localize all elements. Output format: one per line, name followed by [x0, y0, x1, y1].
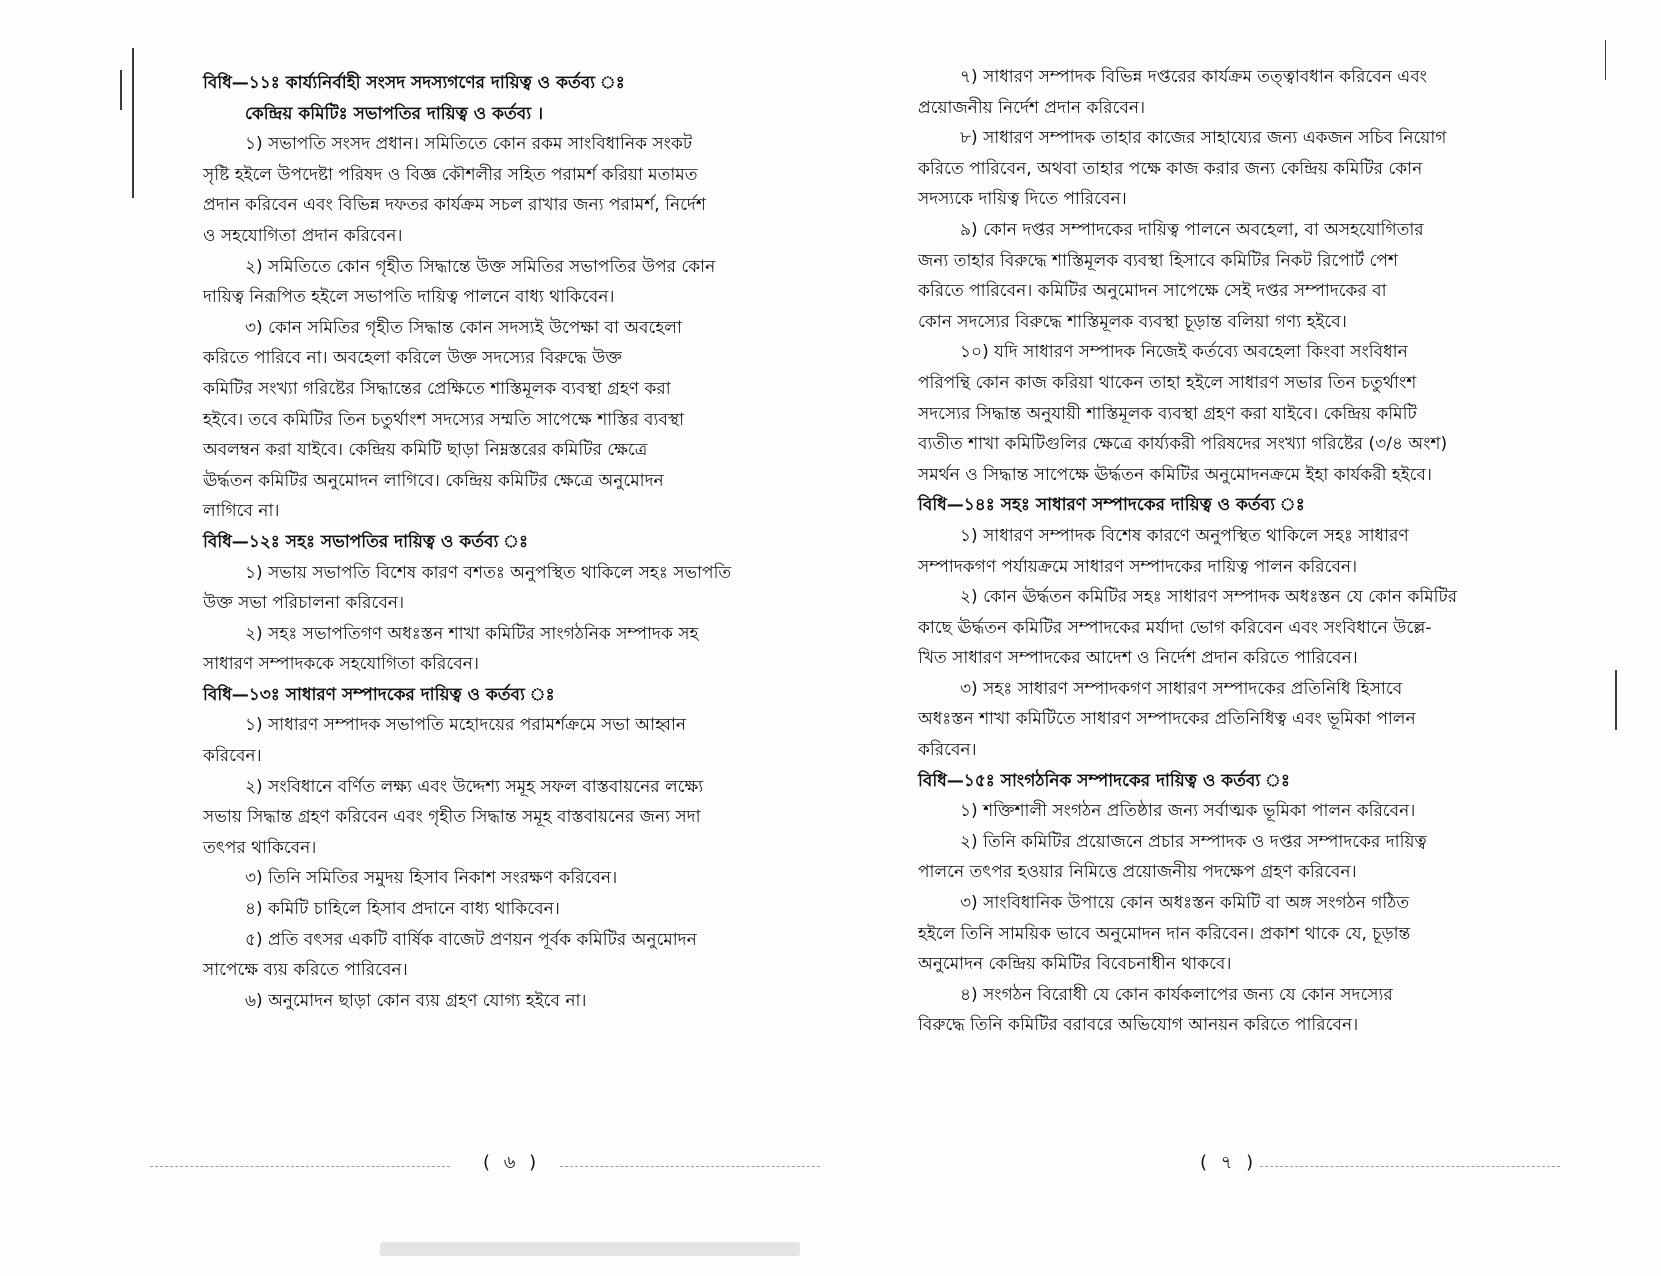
central-committee-subheading: কেন্দ্রিয় কমিটিঃ সভাপতির দায়িত্ব ও কর্তব্য ।: [245, 103, 544, 124]
paragraph: ৩) সাংবিধানিক উপায়ে কোন অধঃস্তন কমিটি বা অঙ্গ সংগঠন গঠিত হইলে তিনি সাময়িক ভাবে অনুমোদন দান করিবেন। প্রকাশ থাকে যে, চূড়ান্ত অনুমোদন কেন্দ্রিয় কমিটির বিবেচনাধীন থাকবে।: [918, 893, 1411, 975]
footer-rule: [560, 1166, 820, 1167]
paragraph: ২) সহঃ সভাপতিগণ অধঃস্তন শাখা কমিটির সাংগঠনিক সম্পাদক সহ সাধারণ সম্পাদককে সহযোগিতা করিবেন।: [203, 623, 699, 675]
paragraph: ৭) সাধারণ সম্পাদক বিভিন্ন দপ্তরের কার্যক্রম তত্ত্বাবধান করিবেন এবং প্রয়োজনীয় নির্দেশ প্রদান করিবেন।: [918, 67, 1427, 118]
paragraph: ২) কোন ঊর্দ্ধতন কমিটির সহঃ সাধারণ সম্পাদক অধঃস্তন যে কোন কমিটির কাছে ঊর্দ্ধতন কমিটির সম্পাদকের মর্যাদা ভোগ করিবেন এবং সংবিধানে উল্লে- খিত সাধারণ সম্পাদকের আদেশ ও নির্দেশ প্রদান করিতে পারিবেন।: [918, 587, 1458, 669]
paragraph: ৮) সাধারণ সম্পাদক তাহার কাজের সাহায্যের জন্য একজন সচিব নিয়োগ করিতে পারিবেন, অথবা তাহার পক্ষে কাজ করার জন্য কেন্দ্রিয় কমিটির কোন সদস্যকে দায়িত্ব দিতে পারিবেন।: [918, 128, 1447, 210]
paragraph: ২) তিনি কমিটির প্রয়োজনে প্রচার সম্পাদক ও দপ্তর সম্পাদকের দায়িত্ব পালনে তৎপর হওয়ার নিমিত্তে প্রয়োজনীয় পদক্ষেপ গ্রহণ করিবেন।: [918, 831, 1427, 883]
paragraph: ১) সভায় সভাপতি বিশেষ কারণ বশতঃ অনুপস্থিত থাকিলে সহঃ সভাপতি উক্ত সভা পরিচালনা করিবেন।: [203, 562, 732, 614]
page-number: ( ৭ ): [1200, 1152, 1258, 1173]
paragraph: ২) সমিতিতে কোন গৃহীত সিদ্ধান্তে উক্ত সমিতির সভাপতির উপর কোন দায়িত্ব নিরূপিত হইলে সভাপতি দায়িত্ব পালনে বাধ্য থাকিবেন।: [203, 256, 716, 308]
paragraph: ৩) সহঃ সাধারণ সম্পাদকগণ সাধারণ সম্পাদকের প্রতিনিধি হিসাবে অধঃস্তন শাখা কমিটিতে সাধারণ সম্পাদকের প্রতিনিধিত্ব এবং ভূমিকা পালন করিবেন।: [918, 678, 1416, 761]
right-page: [830, 0, 1661, 1276]
paragraph: ৩) তিনি সমিতির সমুদয় হিসাব নিকাশ সংরক্ষণ করিবেন।: [245, 868, 618, 889]
paragraph: ২) সংবিধানে বর্ণিত লক্ষ্য এবং উদ্দেশ্য সমূহ সফল বাস্তবায়নের লক্ষ্যে সভায় সিদ্ধান্ত গ্রহণ করিবেন এবং গৃহীত সিদ্ধান্ত সমূহ বাস্তবায়নের জন্য সদা তৎপর থাকিবেন।: [203, 776, 704, 858]
paragraph: ৪) সংগঠন বিরোধী যে কোন কার্যকলাপের জন্য যে কোন সদস্যের বিরুদ্ধে তিনি কমিটির বরাবরে অভিযোগ আনয়ন করিতে পারিবেন।: [918, 984, 1393, 1036]
paragraph: ১) সভাপতি সংসদ প্রধান। সমিতিতে কোন রকম সাংবিধানিক সংকট সৃষ্টি হইলে উপদেষ্টা পরিষদ ও বিজ্ঞ কৌশলীর সহিত পরামর্শ করিয়া মতামত প্রদান করিবেন এবং বিভিন্ন দফতর কার্যক্রম সচল রাখার জন্য পরামর্শ, নির্দেশ ও সহযোগিতা প্রদান করিবেন।: [203, 134, 706, 246]
paragraph: ৩) কোন সমিতির গৃহীত সিদ্ধান্ত কোন সদস্যই উপেক্ষা বা অবহেলা করিতে পারিবে না। অবহেলা করিলে উক্ত সদস্যের বিরুদ্ধে উক্ত কমিটির সংখ্যা গরিষ্টের সিদ্ধান্তের প্রেক্ষিতে শাস্তিমূলক ব্যবস্থা গ্রহণ করা হইবে। তবে কমিটির তিন চতুর্থাংশ সদস্যের সম্মতি সাপেক্ষে শাস্তির ব্যবস্থা অবলম্বন করা যাইবে। কেন্দ্রিয় কমিটি ছাড়া নিম্নস্তরের কমিটির ক্ষেত্রে ঊর্দ্ধতন কমিটির অনুমোদন লাগিবে। কেন্দ্রিয় কমিটির ক্ষেত্রে অনুমোদন লাগিবে না।: [203, 317, 685, 522]
right-page-text: [918, 62, 1550, 1041]
left-page: [0, 0, 830, 1276]
footer-rule: [1260, 1166, 1560, 1167]
rule-15-heading: বিধি—১৫ঃ সাংগঠনিক সম্পাদকের দায়িত্ব ও কর্তব্য ঃ: [918, 770, 1290, 791]
paragraph: ৯) কোন দপ্তর সম্পাদকের দায়িত্ব পালনে অবহেলা, বা অসহযোগিতার জন্য তাহার বিরুদ্ধে শাস্তিমূলক ব্যবস্থা হিসাবে কমিটির নিকট রিপোর্ট পেশ করিতে পারিবেন। কমিটির অনুমোদন সাপেক্ষে সেই দপ্তর সম্পাদকের বা কোন সদস্যের বিরুদ্ধে শাস্তিমূলক ব্যবস্থা চূড়ান্ত বলিয়া গণ্য হইবে।: [918, 219, 1424, 332]
page-number: ( ৬ ): [483, 1152, 541, 1173]
paragraph: ৫) প্রতি বৎসর একটি বার্ষিক বাজেট প্রণয়ন পূর্বক কমিটির অনুমোদন সাপেক্ষে ব্যয় করিতে পারিবেন।: [203, 929, 697, 981]
left-page-text: [203, 68, 845, 1016]
rule-11-heading: বিধি—১১ঃ কার্য্যনির্বাহী সংসদ সদস্যগণের দায়িত্ব ও কর্তব্য ঃ: [203, 73, 625, 93]
paragraph: ১০) যদি সাধারণ সম্পাদক নিজেই কর্তব্যে অবহেলা কিংবা সংবিধান পরিপন্থি কোন কাজ করিয়া থাকেন তাহা হইলে সাধারণ সভার তিন চতুর্থাংশ সদস্যের সিদ্ধান্ত অনুযায়ী শাস্তিমূলক ব্যবস্থা গ্রহণ করা যাইবে। কেন্দ্রিয় কমিটি ব্যতীত শাখা কমিটিগুলির ক্ষেত্রে কার্য্যকরী পরিষদের সংখ্যা গরিষ্টের (৩/৪ অংশ) সমর্থন ও সিদ্ধান্ত সাপেক্ষে ঊর্দ্ধতন কমিটির অনুমোদনক্রমে ইহা কার্যকরী হইবে।: [918, 342, 1448, 485]
paragraph: ১) সাধারণ সম্পাদক সভাপতি মহোদয়ের পরামর্শক্রমে সভা আহ্বান করিবেন।: [203, 715, 687, 767]
paragraph: ৪) কমিটি চাহিলে হিসাব প্রদানে বাধ্য থাকিবেন।: [245, 899, 560, 920]
paragraph: ৬) অনুমোদন ছাড়া কোন ব্যয় গ্রহণ যোগ্য হইবে না।: [245, 990, 587, 1011]
paragraph: ১) সাধারণ সম্পাদক বিশেষ কারণে অনুপস্থিত থাকিলে সহঃ সাধারণ সম্পাদকগণ পর্যায়ক্রমে সাধারণ সম্পাদকের দায়িত্ব পালন করিবেন।: [918, 525, 1409, 577]
rule-12-heading: বিধি—১২ঃ সহঃ সভাপতির দায়িত্ব ও কর্তব্য ঃ: [203, 531, 529, 552]
rule-13-heading: বিধি—১৩ঃ সাধারণ সম্পাদকের দায়িত্ব ও কর্তব্য ঃ: [203, 684, 555, 705]
paragraph: ১) শক্তিশালী সংগঠন প্রতিষ্ঠার জন্য সর্বাত্মক ভূমিকা পালন করিবেন।: [960, 801, 1416, 822]
rule-14-heading: বিধি—১৪ঃ সহঃ সাধারণ সম্পাদকের দায়িত্ব ও কর্তব্য ঃ: [918, 495, 1305, 516]
footer-rule: [150, 1166, 450, 1167]
